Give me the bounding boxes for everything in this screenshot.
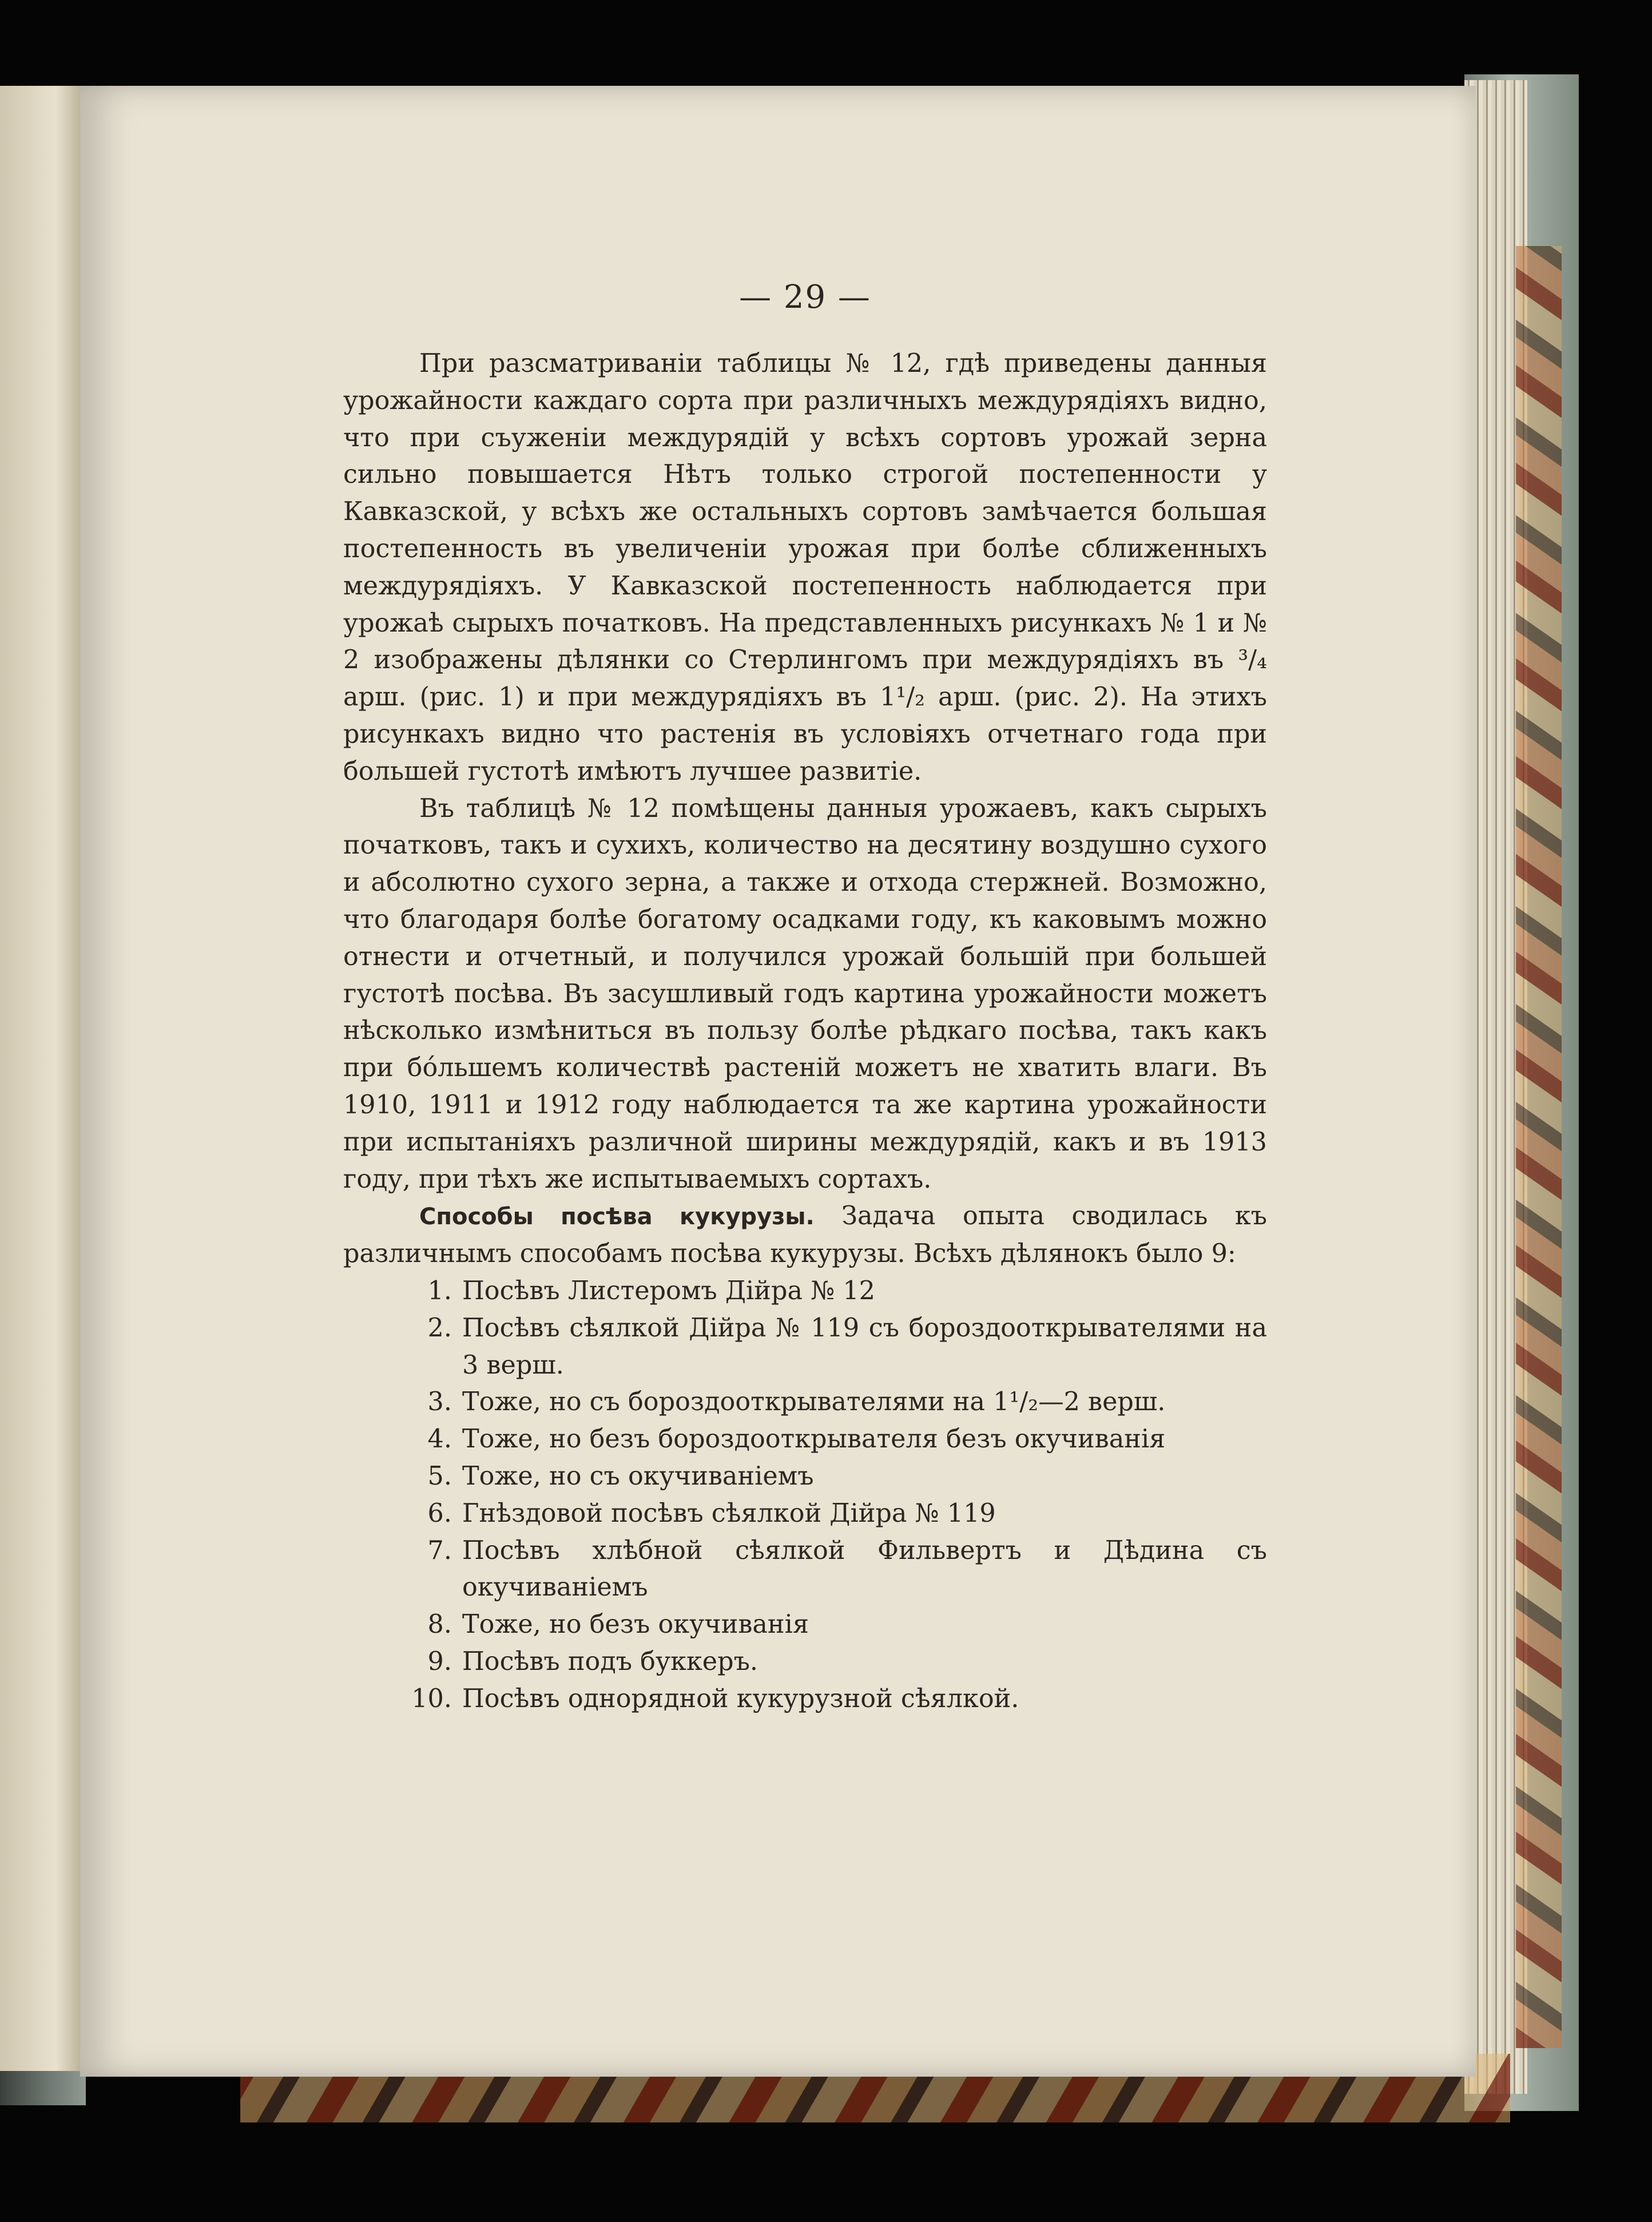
list-item (343, 1644, 1267, 1681)
list-item-number: 4. (427, 1425, 452, 1454)
list-item-text: Посѣвъ подъ буккеръ. (462, 1646, 759, 1676)
list-item (343, 1495, 1267, 1533)
list-item (343, 1606, 1267, 1644)
section-heading: Способы посѣва кукурузы. (419, 1204, 815, 1231)
list-item-number: 5. (427, 1461, 452, 1491)
list-item-text: Тоже, но съ бороздооткрывателями на 1¹/₂—2 верш. (462, 1387, 1166, 1417)
section-intro: Задача опыта сводилась къ различнымъ способамъ посѣва кукурузы. Всѣхъ дѣлянокъ было 9: (343, 1201, 1267, 1269)
list-item-number: 7. (427, 1535, 452, 1565)
list-item-number: 8. (427, 1610, 452, 1640)
list-item-number: 2. (427, 1313, 452, 1343)
list-item-number: 9. (427, 1646, 452, 1676)
list-item (343, 1310, 1267, 1384)
list-item-text: Посѣвъ Листеромъ Дійра № 12 (462, 1276, 875, 1306)
section-paragraph (343, 1198, 1267, 1273)
list-item-number: 3. (427, 1387, 452, 1417)
text-block (343, 275, 1267, 1717)
book-page (80, 86, 1476, 2077)
list-item (343, 1533, 1267, 1607)
list-item-text: Посѣвъ однорядной кукурузной сѣялкой. (462, 1684, 1019, 1713)
facing-page-edge (0, 86, 80, 2071)
list-item-number: 1. (427, 1276, 452, 1306)
list-item-text: Посѣвъ сѣялкой Дійра № 119 съ бороздооткрывателями на 3 верш. (462, 1313, 1267, 1380)
list-item-text: Тоже, но безъ окучиванія (462, 1610, 809, 1640)
paragraph-1: При разсматриваніи таблицы № 12, гдѣ приведены данныя урожайности каждаго сорта при различныхъ междурядіяхъ видно, что при съуженіи междурядій у всѣхъ сортовъ урожай зерна сильно повышается Нѣтъ только строгой постепенности у Кавказской, у всѣхъ же остальныхъ сортовъ замѣчается большая постепенность въ увеличеніи урожая при болѣе сближенныхъ междурядіяхъ. У Кавказской постепенность наблюдается при урожаѣ сырыхъ початковъ. На представленныхъ рисункахъ № 1 и № 2 изображены дѣлянки со Стерлингомъ при междурядіяхъ въ ³/₄ арш. (рис. 1) и при междурядіяхъ въ 1¹/₂ арш. (рис. 2). На этихъ рисункахъ видно что растенія въ условіяхъ отчетнаго года при большей густотѣ имѣютъ лучшее развитіе. (343, 349, 1267, 786)
list-item (343, 1421, 1267, 1458)
list-item (343, 1458, 1267, 1495)
list-item-number: 10. (411, 1684, 452, 1713)
page-number: — 29 — (739, 279, 871, 316)
list-item-text: Тоже, но съ окучиваніемъ (462, 1461, 814, 1491)
list-item-number: 6. (427, 1498, 452, 1528)
sowing-methods-list (343, 1273, 1267, 1718)
list-item (343, 1681, 1267, 1718)
paragraph-2: Въ таблицѣ № 12 помѣщены данныя урожаевъ, какъ сырыхъ початковъ, такъ и сухихъ, количество на десятину воздушно сухого и абсолютно сухого зерна, а также и отхода стержней. Возможно, что благодаря болѣе богатому осадками году, къ каковымъ можно отнести и отчетный, и получился урожай большій при большей густотѣ посѣва. Въ засушливый годъ картина урожайности можетъ нѣсколько измѣниться въ пользу болѣе рѣдкаго посѣва, такъ какъ при бóльшемъ количествѣ растеній можетъ не хватить влаги. Въ 1910, 1911 и 1912 году наблюдается та же картина урожайности при испытаніяхъ различной ширины междурядій, какъ и въ 1913 году, при тѣхъ же испытываемыхъ сортахъ. (343, 793, 1267, 1194)
list-item-text: Тоже, но безъ бороздооткрывателя безъ окучиванія (462, 1425, 1166, 1454)
list-item-text: Гнѣздовой посѣвъ сѣялкой Дійра № 119 (462, 1498, 996, 1528)
list-item-text: Посѣвъ хлѣбной сѣялкой Фильвертъ и Дѣдина съ окучиваніемъ (462, 1535, 1267, 1602)
marbled-edge-right (1516, 246, 1562, 2048)
list-item (343, 1384, 1267, 1421)
list-item (343, 1273, 1267, 1310)
